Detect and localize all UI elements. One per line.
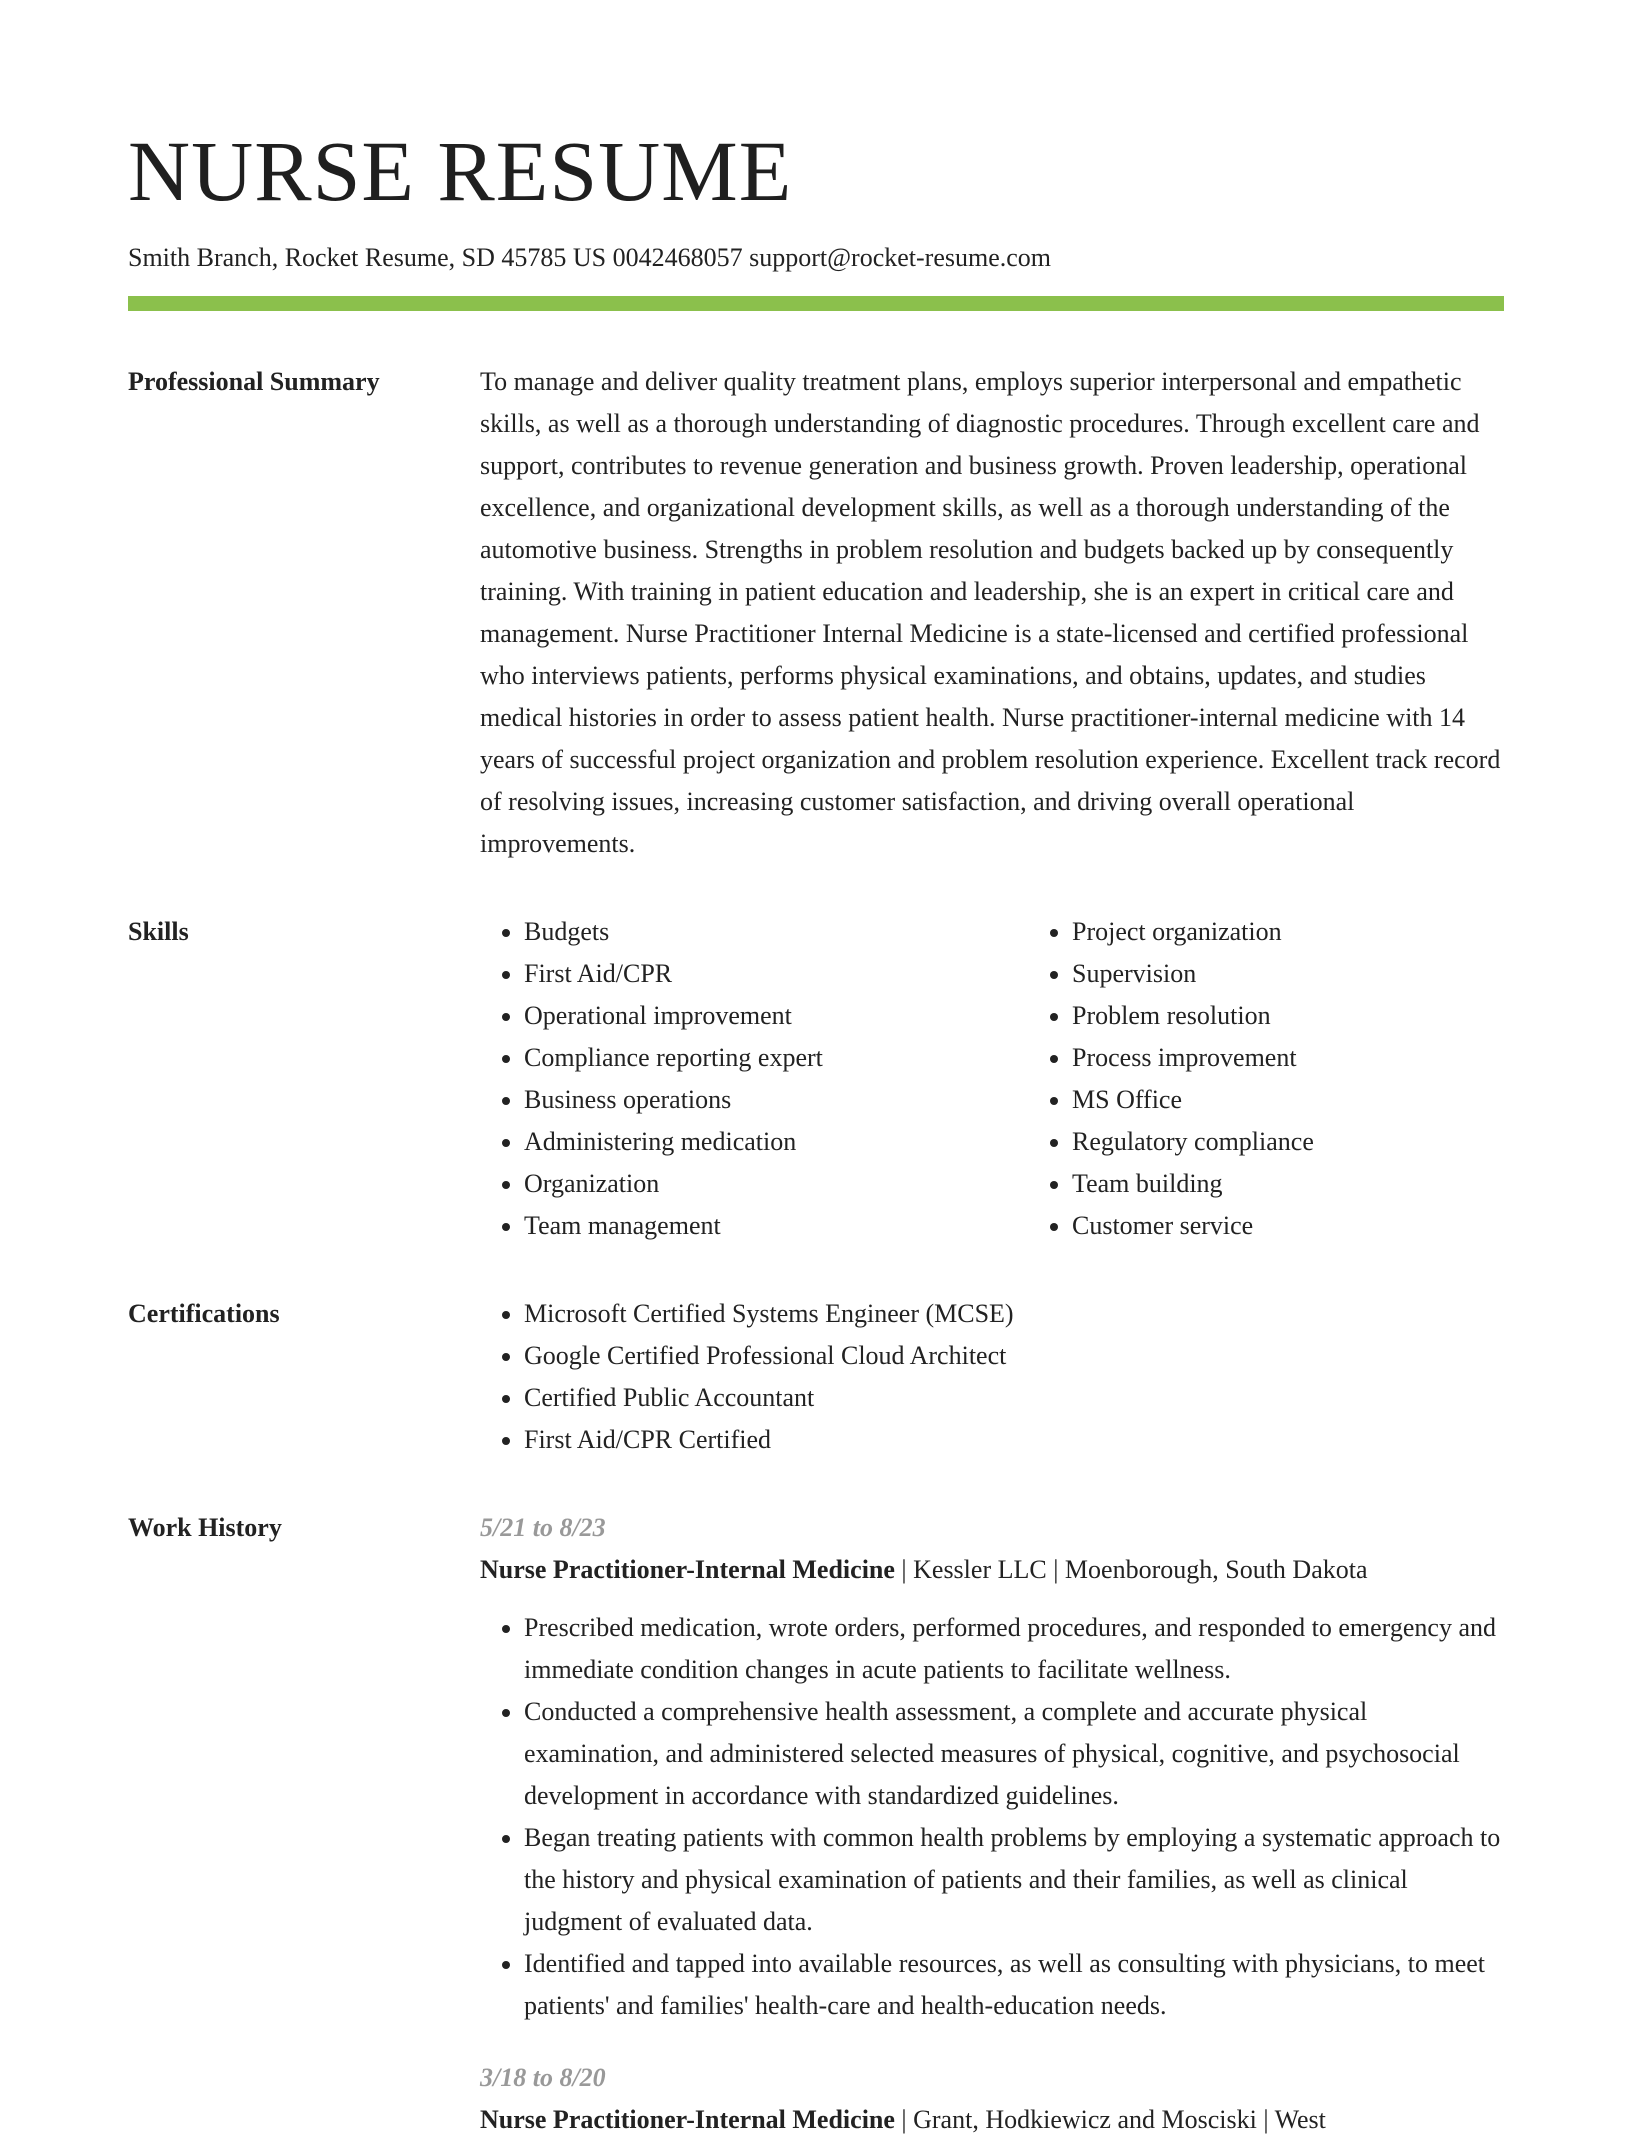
skill-item: • First Aid/CPR bbox=[524, 953, 1028, 995]
section-title-certifications: Certifications bbox=[128, 1299, 280, 1328]
skill-item: • Compliance reporting expert bbox=[524, 1037, 1028, 1079]
job-bullet: • Began treating patients with common health problems by employing a systematic approach to the history and physical examination of patients and their families, as well as clinical judgment of evaluated data. bbox=[524, 1817, 1504, 1943]
certifications-list bbox=[480, 1293, 1504, 1461]
section-title-skills: Skills bbox=[128, 917, 189, 946]
skill-item: • Business operations bbox=[524, 1079, 1028, 1121]
skills-list-left bbox=[480, 911, 1028, 1247]
job-title: Nurse Practitioner-Internal Medicine bbox=[480, 1555, 895, 1584]
job-employer-location: | Grant, Hodkiewicz and Mosciski | West bbox=[894, 2105, 1326, 2134]
skill-item: • Team building bbox=[1072, 1163, 1576, 1205]
job-employer-location: | Kessler LLC | Moenborough, South Dakota bbox=[894, 1555, 1368, 1584]
contact-line: Smith Branch, Rocket Resume, SD 45785 US 0042468057 support@rocket-resume.com bbox=[128, 243, 1051, 272]
skill-item: • Regulatory compliance bbox=[1072, 1121, 1576, 1163]
certification-item: • First Aid/CPR Certified bbox=[524, 1419, 1504, 1461]
skill-item: • Budgets bbox=[524, 911, 1028, 953]
certifications-section bbox=[128, 1293, 1504, 1461]
summary-text: To manage and deliver quality treatment plans, employs superior interpersonal and empathetic skills, as well as a thorough understanding of diagnostic procedures. Through excellent care and support, contributes to revenue generation and business growth. Proven leadership, operational excellence, and organizational development skills, as well as a thorough understanding of the automotive business. Strengths in problem resolution and budgets backed up by consequently training. With training in patient education and leadership, she is an expert in critical care and management. Nurse Practitioner Internal Medicine is a state-licensed and certified professional who interviews patients, performs physical examinations, and obtains, updates, and studies medical histories in order to assess patient health. Nurse practitioner-internal medicine with 14 years of successful project organization and problem resolution experience. Excellent track record of resolving issues, increasing customer satisfaction, and driving overall operational improvements. bbox=[480, 367, 1501, 858]
skill-item: • MS Office bbox=[1072, 1079, 1576, 1121]
certification-item: • Microsoft Certified Systems Engineer (MCSE) bbox=[524, 1293, 1504, 1335]
job-dates: 5/21 to 8/23 bbox=[480, 1513, 606, 1542]
job-entry bbox=[480, 1507, 1504, 2027]
job-bullets bbox=[480, 1607, 1504, 2027]
skill-item: • Customer service bbox=[1072, 1205, 1576, 1247]
resume-title: NURSE RESUME bbox=[128, 123, 793, 219]
skill-item: • Supervision bbox=[1072, 953, 1576, 995]
skill-item: • Process improvement bbox=[1072, 1037, 1576, 1079]
job-entry bbox=[480, 2057, 1504, 2141]
summary-section bbox=[128, 361, 1504, 865]
work-history-section bbox=[128, 1507, 1504, 2141]
section-title-work-history: Work History bbox=[128, 1513, 282, 1542]
skill-item: • Administering medication bbox=[524, 1121, 1028, 1163]
skills-section bbox=[128, 911, 1504, 1247]
skill-item: • Project organization bbox=[1072, 911, 1576, 953]
accent-divider bbox=[128, 296, 1504, 311]
job-dates: 3/18 to 8/20 bbox=[480, 2063, 606, 2092]
skill-item: • Organization bbox=[524, 1163, 1028, 1205]
skill-item: • Team management bbox=[524, 1205, 1028, 1247]
job-heading bbox=[480, 1549, 1504, 1591]
section-title-summary: Professional Summary bbox=[128, 367, 380, 396]
skill-item: • Operational improvement bbox=[524, 995, 1028, 1037]
job-bullet: • Conducted a comprehensive health assessment, a complete and accurate physical examination, and administered selected measures of physical, cognitive, and psychosocial development in accordance with standardized guidelines. bbox=[524, 1691, 1504, 1817]
job-heading bbox=[480, 2099, 1504, 2141]
skills-list-right bbox=[1028, 911, 1576, 1247]
resume-page bbox=[128, 112, 1504, 2141]
job-bullet: • Identified and tapped into available resources, as well as consulting with physicians, to meet patients' and families' health-care and health-education needs. bbox=[524, 1943, 1504, 2027]
certification-item: • Google Certified Professional Cloud Architect bbox=[524, 1335, 1504, 1377]
job-title: Nurse Practitioner-Internal Medicine bbox=[480, 2105, 895, 2134]
job-bullet: • Prescribed medication, wrote orders, performed procedures, and responded to emergency and immediate condition changes in acute patients to facilitate wellness. bbox=[524, 1607, 1504, 1691]
skill-item: • Problem resolution bbox=[1072, 995, 1576, 1037]
certification-item: • Certified Public Accountant bbox=[524, 1377, 1504, 1419]
